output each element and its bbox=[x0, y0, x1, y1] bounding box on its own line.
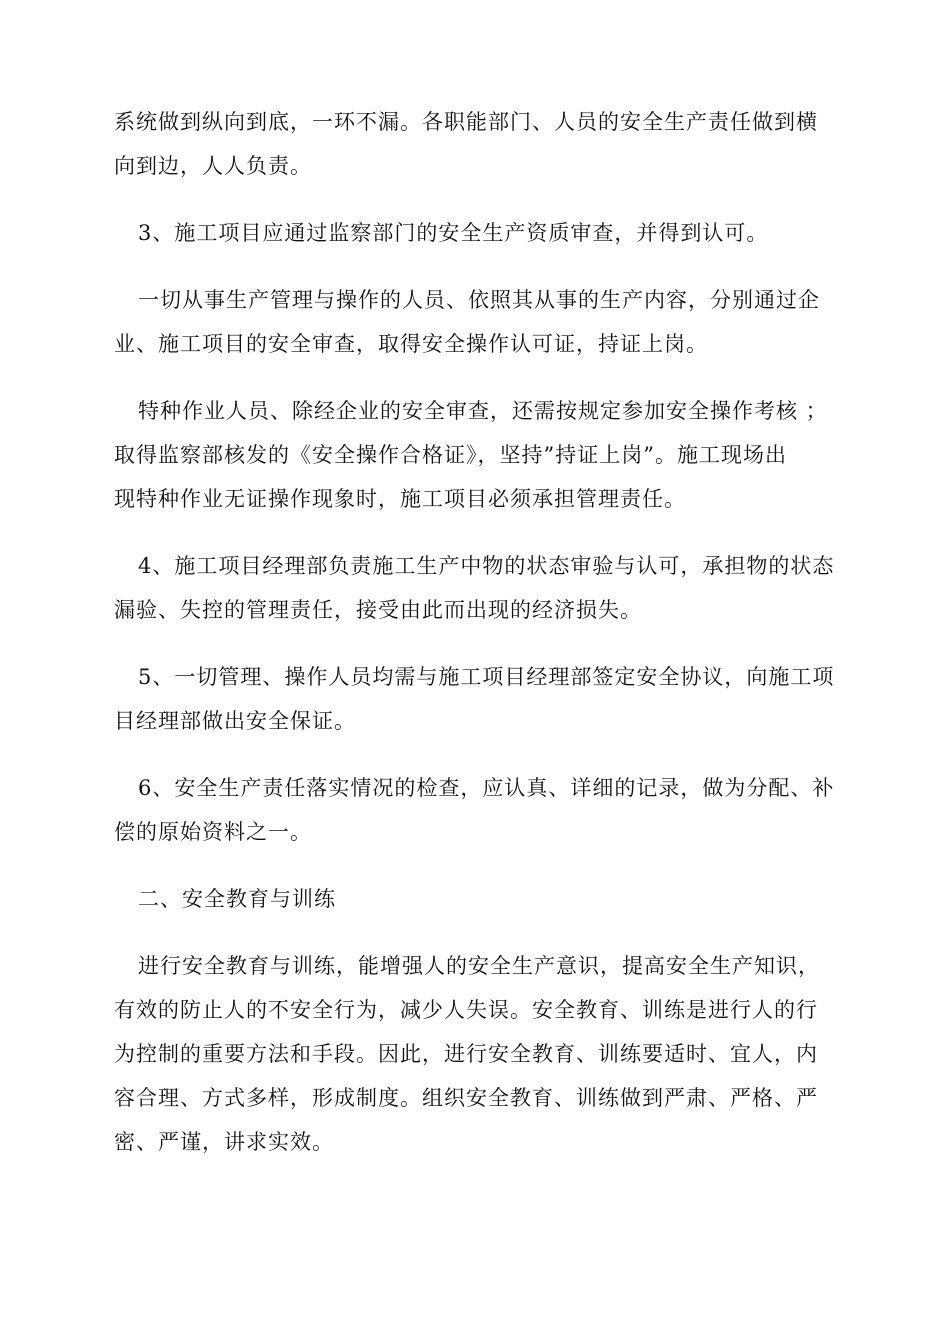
text-line: 特种作业人员、除经企业的安全审查，还需按规定参加安全操作考核 ； bbox=[138, 399, 828, 423]
text-line: 业、施工项目的安全审查，取得安全操作认可证，持证上岗。 bbox=[114, 332, 708, 356]
text-line: 3、施工项目应通过监察部门的安全生产资质审查，并得到认可。 bbox=[138, 221, 769, 245]
paragraph-item-4 bbox=[114, 544, 844, 632]
document-body bbox=[114, 100, 844, 1187]
text-line: 取得监察部核发的《安全操作合格证》，坚持”持证上岗”。施工现场出 bbox=[114, 443, 787, 467]
text-line: 密、严谨，讲求实效。 bbox=[114, 1130, 334, 1154]
text-line: 偿的原始资料之一。 bbox=[114, 820, 312, 844]
text-line: 现特种作业无证操作现象时，施工项目必须承担管理责任。 bbox=[114, 487, 686, 511]
text-line: 6、安全生产责任落实情况的检查，应认真、详细的记录，做为分配、补 bbox=[138, 776, 835, 800]
text-line: 一切从事生产管理与操作的人员、依照其从事的生产内容，分别通过企 bbox=[138, 288, 820, 312]
text-line: 5、一切管理、操作人员均需与施工项目经理部签定安全协议，向施工项 bbox=[138, 665, 835, 689]
paragraph-continuation bbox=[114, 100, 844, 188]
section-heading-text: 二、安全教育与训练 bbox=[138, 887, 336, 911]
text-line: 有效的防止人的不安全行为，减少人失误。安全教育、训练是进行人的行 bbox=[114, 998, 818, 1022]
paragraph-operators bbox=[114, 278, 844, 366]
text-line: 进行安全教育与训练，能增强人的安全生产意识，提高安全生产知识， bbox=[138, 954, 820, 978]
text-line: 容合理、方式多样，形成制度。组织安全教育、训练做到严肃、严格、严 bbox=[114, 1086, 818, 1110]
paragraph-special-operators bbox=[114, 389, 844, 521]
section-heading bbox=[114, 877, 844, 921]
paragraph-education bbox=[114, 944, 844, 1164]
text-line: 4、施工项目经理部负责施工生产中物的状态审验与认可，承担物的状态 bbox=[138, 554, 835, 578]
text-line: 系统做到纵向到底，一环不漏。各职能部门、人员的安全生产责任做到横 bbox=[114, 110, 818, 134]
paragraph-item-5 bbox=[114, 655, 844, 743]
text-line: 漏验、失控的管理责任，接受由此而出现的经济损失。 bbox=[114, 598, 642, 622]
text-line: 目经理部做出安全保证。 bbox=[114, 709, 356, 733]
text-line: 为控制的重要方法和手段。因此，进行安全教育、训练要适时、宜人，内 bbox=[114, 1042, 818, 1066]
paragraph-item-3 bbox=[114, 211, 844, 255]
paragraph-item-6 bbox=[114, 766, 844, 854]
text-line: 向到边，人人负责。 bbox=[114, 154, 312, 178]
